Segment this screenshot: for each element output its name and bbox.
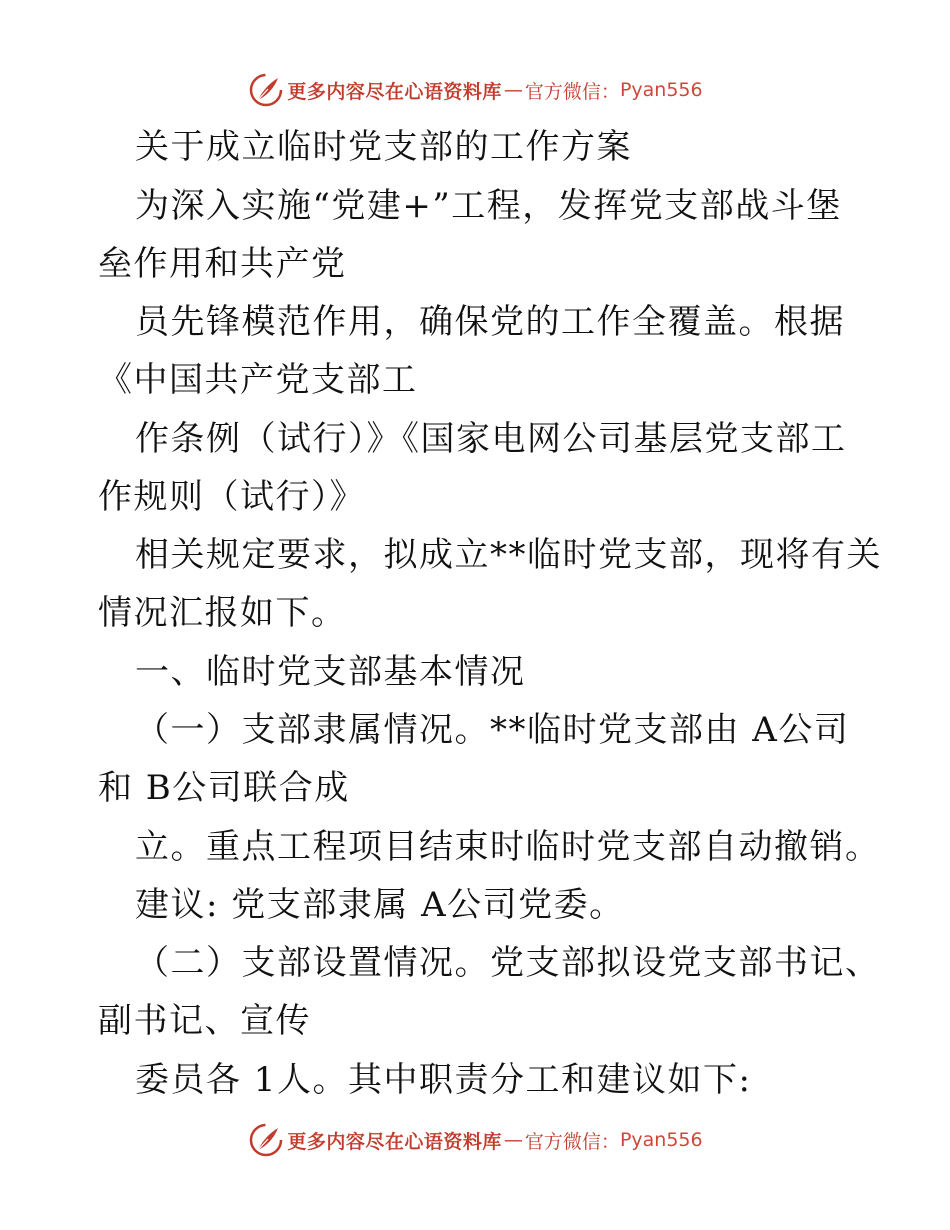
paragraph-line: 副书记、宣传 <box>98 1001 311 1041</box>
banner-dash: — <box>503 1129 523 1151</box>
banner-official-label: 官方微信： <box>524 1130 620 1153</box>
paragraph-line: 情况汇报如下。 <box>98 593 347 633</box>
banner-wechat-id: Pyan556 <box>619 79 703 101</box>
paragraph-line: 员先锋模范作用，确保党的工作全覆盖。根据 <box>135 302 845 342</box>
paragraph-line: （一）支部隶属情况。**临时党支部由 A公司 <box>135 710 850 750</box>
paragraph-line: （二）支部设置情况。党支部拟设党支部书记、 <box>135 943 881 983</box>
paragraph-line: 作条例（试行）》《国家电网公司基层党支部工 <box>135 419 847 459</box>
feather-pen-logo-icon <box>247 1121 285 1159</box>
section-heading: 一、临时党支部基本情况 <box>135 652 526 692</box>
paragraph-line: 立。重点工程项目结束时临时党支部自动撤销。 <box>135 827 881 867</box>
paragraph-line: 委员各 1人。其中职责分工和建议如下: <box>135 1060 752 1100</box>
footer-banner <box>0 1120 950 1160</box>
paragraph-line: 相关规定要求，拟成立**临时党支部，现将有关 <box>135 535 882 575</box>
banner-dash: — <box>503 79 523 101</box>
paragraph-line: 为深入实施“党建+”工程，发挥党支部战斗堡 <box>135 186 842 226</box>
banner-slogan: 更多内容尽在心语资料库 <box>287 80 502 103</box>
banner-wechat-id: Pyan556 <box>619 1129 703 1151</box>
document-title: 关于成立临时党支部的工作方案 <box>135 127 632 167</box>
banner-official-label: 官方微信： <box>524 80 620 103</box>
paragraph-line: 作规则（试行）》 <box>98 477 365 517</box>
paragraph-line: 《中国共产党支部工 <box>98 360 418 400</box>
paragraph-line: 和 B公司联合成 <box>98 768 350 808</box>
paragraph-line: 垒作用和共产党 <box>98 244 347 284</box>
paragraph-line: 建议: 党支部隶属 A公司党委。 <box>135 885 625 925</box>
banner-slogan: 更多内容尽在心语资料库 <box>287 1130 502 1153</box>
